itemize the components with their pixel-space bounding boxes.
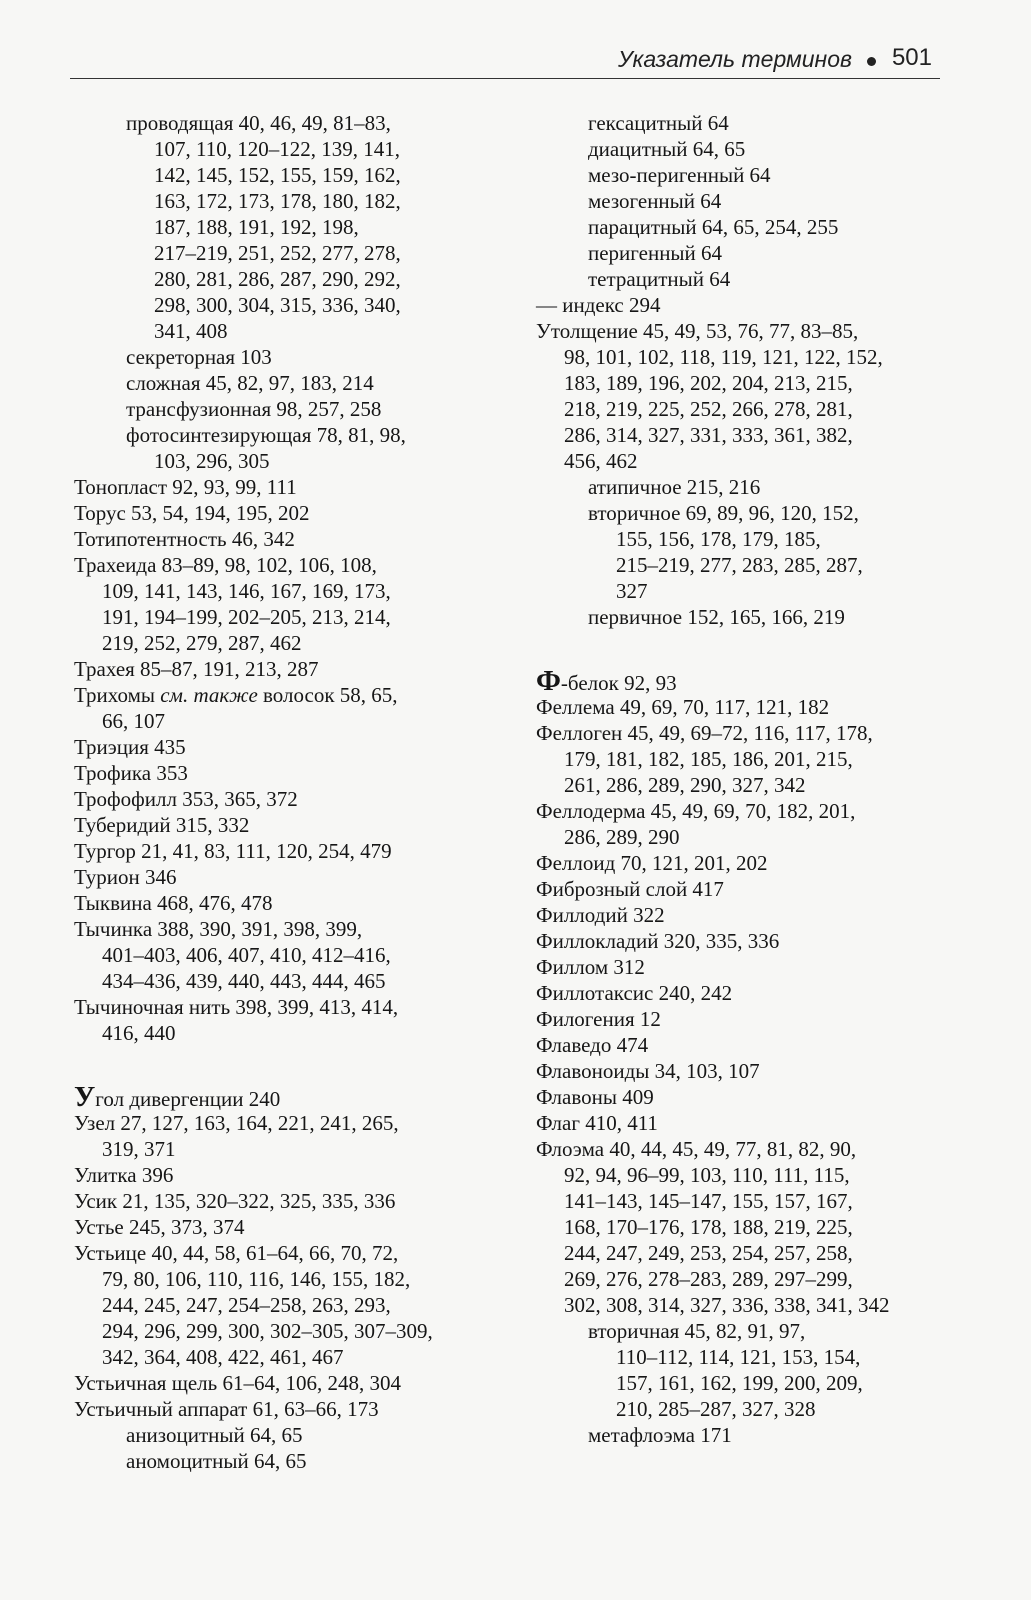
index-entry: Флоэма 40, 44, 45, 49, 77, 81, 82, 90, — [536, 1137, 857, 1161]
index-entry: Филлотаксис 240, 242 — [536, 981, 733, 1005]
index-entry: 219, 252, 279, 287, 462 — [102, 631, 302, 655]
cross-reference: см. также — [160, 683, 258, 707]
index-entry: Феллема 49, 69, 70, 117, 121, 182 — [536, 695, 830, 719]
index-entry — [536, 665, 946, 697]
index-entry: 92, 94, 96–99, 103, 110, 111, 115, — [564, 1163, 850, 1187]
entry-text: -белок 92, 93 — [560, 671, 677, 695]
index-entry: 191, 194–199, 202–205, 213, 214, — [102, 605, 391, 629]
index-entry: 286, 314, 327, 331, 333, 361, 382, — [564, 423, 853, 447]
index-entry: 456, 462 — [564, 449, 638, 473]
index-entry: Узел 27, 127, 163, 164, 221, 241, 265, — [74, 1111, 399, 1135]
index-entry: 294, 296, 299, 300, 302–305, 307–309, — [102, 1319, 433, 1343]
index-entry: Устьице 40, 44, 58, 61–64, 66, 70, 72, — [74, 1241, 399, 1265]
index-entry: фотосинтезирующая 78, 81, 98, — [126, 423, 406, 447]
index-entry: 244, 247, 249, 253, 254, 257, 258, — [564, 1241, 853, 1265]
index-entry: Филлом 312 — [536, 955, 645, 979]
index-entry: диацитный 64, 65 — [588, 137, 746, 161]
index-entry: Филогения 12 — [536, 1007, 661, 1031]
running-header — [70, 38, 940, 79]
index-entry: Флавоны 409 — [536, 1085, 654, 1109]
index-entry: 302, 308, 314, 327, 336, 338, 341, 342 — [564, 1293, 890, 1317]
index-entry: Трахеида 83–89, 98, 102, 106, 108, — [74, 553, 377, 577]
index-entry: 217–219, 251, 252, 277, 278, — [154, 241, 401, 265]
index-entry: 142, 145, 152, 155, 159, 162, — [154, 163, 401, 187]
index-entry: 286, 289, 290 — [564, 825, 680, 849]
index-entry: 163, 172, 173, 178, 180, 182, — [154, 189, 401, 213]
index-entry: Улитка 396 — [74, 1163, 174, 1187]
index-entry: мезогенный 64 — [588, 189, 722, 213]
index-entry: Трахея 85–87, 191, 213, 287 — [74, 657, 319, 681]
index-entry: Туберидий 315, 332 — [74, 813, 250, 837]
index-entry: атипичное 215, 216 — [588, 475, 761, 499]
index-entry: Триэция 435 — [74, 735, 186, 759]
index-entry: Флаг 410, 411 — [536, 1111, 658, 1135]
index-entry: Утолщение 45, 49, 53, 76, 77, 83–85, — [536, 319, 859, 343]
index-entry: 269, 276, 278–283, 289, 297–299, — [564, 1267, 853, 1291]
index-entry: 179, 181, 182, 185, 186, 201, 215, — [564, 747, 853, 771]
entry-text: гол дивергенции 240 — [95, 1087, 281, 1111]
index-entry: первичное 152, 165, 166, 219 — [588, 605, 845, 629]
index-entry: Тотипотентность 46, 342 — [74, 527, 295, 551]
header-title: Указатель терминов — [618, 46, 852, 72]
index-entry: 416, 440 — [102, 1021, 176, 1045]
index-entry: гексацитный 64 — [588, 111, 729, 135]
index-entry: 434–436, 439, 440, 443, 444, 465 — [102, 969, 386, 993]
index-entry: 215–219, 277, 283, 285, 287, — [616, 553, 863, 577]
index-entry: перигенный 64 — [588, 241, 723, 265]
index-entry: Устьичная щель 61–64, 106, 248, 304 — [74, 1371, 401, 1395]
index-entry: тетрацитный 64 — [588, 267, 731, 291]
index-entry: Фиброзный слой 417 — [536, 877, 724, 901]
index-entry: Тычиночная нить 398, 399, 413, 414, — [74, 995, 399, 1019]
index-entry: 103, 296, 305 — [154, 449, 270, 473]
index-entry: анизоцитный 64, 65 — [126, 1423, 303, 1447]
index-entry: 141–143, 145–147, 155, 157, 167, — [564, 1189, 853, 1213]
index-entry: аномоцитный 64, 65 — [126, 1449, 307, 1473]
index-entry: Трофофилл 353, 365, 372 — [74, 787, 298, 811]
index-entry: Устьичный аппарат 61, 63–66, 173 — [74, 1397, 379, 1421]
section-gap — [74, 1046, 494, 1084]
section-gap — [536, 630, 946, 668]
index-entry: Феллоид 70, 121, 201, 202 — [536, 851, 768, 875]
index-entry: 157, 161, 162, 199, 200, 209, — [616, 1371, 863, 1395]
index-entry: сложная 45, 82, 97, 183, 214 — [126, 371, 374, 395]
index-entry: — индекс 294 — [536, 293, 661, 317]
index-entry: 327 — [616, 579, 648, 603]
index-entry: Устье 245, 373, 374 — [74, 1215, 245, 1239]
index-entry: 342, 364, 408, 422, 461, 467 — [102, 1345, 344, 1369]
index-entry: Трофика 353 — [74, 761, 188, 785]
index-entry: 298, 300, 304, 315, 336, 340, — [154, 293, 401, 317]
section-letter: Ф — [536, 665, 561, 697]
index-entry: Феллоген 45, 49, 69–72, 116, 117, 178, — [536, 721, 873, 745]
index-entry: 155, 156, 178, 179, 185, — [616, 527, 821, 551]
index-entry: 244, 245, 247, 254–258, 263, 293, — [102, 1293, 391, 1317]
index-entry — [74, 1081, 494, 1113]
index-entry: Филлодий 322 — [536, 903, 665, 927]
index-entry: 187, 188, 191, 192, 198, — [154, 215, 359, 239]
index-entry: 168, 170–176, 178, 188, 219, 225, — [564, 1215, 853, 1239]
index-entry: парацитный 64, 65, 254, 255 — [588, 215, 839, 239]
index-column-right — [536, 110, 946, 1448]
index-entry: 79, 80, 106, 110, 116, 146, 155, 182, — [102, 1267, 411, 1291]
index-entry: вторичная 45, 82, 91, 97, — [588, 1319, 806, 1343]
index-entry: Филлокладий 320, 335, 336 — [536, 929, 780, 953]
index-entry: метафлоэма 171 — [588, 1423, 732, 1447]
index-entry: Феллодерма 45, 49, 69, 70, 182, 201, — [536, 799, 856, 823]
index-entry: 98, 101, 102, 118, 119, 121, 122, 152, — [564, 345, 883, 369]
index-entry: Усик 21, 135, 320–322, 325, 335, 336 — [74, 1189, 396, 1213]
index-column-left — [74, 110, 494, 1474]
index-entry: 218, 219, 225, 252, 266, 278, 281, — [564, 397, 853, 421]
index-entry: трансфузионная 98, 257, 258 — [126, 397, 382, 421]
index-entry: мезо-перигенный 64 — [588, 163, 771, 187]
section-letter: У — [74, 1081, 96, 1113]
index-entry: проводящая 40, 46, 49, 81–83, — [126, 111, 391, 135]
bullet-icon — [867, 57, 876, 66]
index-entry: 109, 141, 143, 146, 167, 169, 173, — [102, 579, 391, 603]
index-entry: Тургор 21, 41, 83, 111, 120, 254, 479 — [74, 839, 392, 863]
index-entry: 319, 371 — [102, 1137, 176, 1161]
index-entry: 110–112, 114, 121, 153, 154, — [616, 1345, 861, 1369]
index-entry: Турион 346 — [74, 865, 177, 889]
index-entry: вторичное 69, 89, 96, 120, 152, — [588, 501, 859, 525]
index-entry: Тонопласт 92, 93, 99, 111 — [74, 475, 297, 499]
index-entry: Флаведо 474 — [536, 1033, 649, 1057]
entry-text: Трихомы — [74, 683, 161, 707]
index-entry: 210, 285–287, 327, 328 — [616, 1397, 816, 1421]
index-entry: Тыквина 468, 476, 478 — [74, 891, 273, 915]
index-entry: 183, 189, 196, 202, 204, 213, 215, — [564, 371, 853, 395]
index-entry: секреторная 103 — [126, 345, 272, 369]
entry-text: волосок 58, 65, — [257, 683, 398, 707]
index-entry: Флавоноиды 34, 103, 107 — [536, 1059, 760, 1083]
index-entry: 280, 281, 286, 287, 290, 292, — [154, 267, 401, 291]
index-entry: 107, 110, 120–122, 139, 141, — [154, 137, 400, 161]
index-entry: 401–403, 406, 407, 410, 412–416, — [102, 943, 391, 967]
page-number: 501 — [891, 44, 932, 71]
index-entry: Торус 53, 54, 194, 195, 202 — [74, 501, 310, 525]
index-entry — [74, 682, 494, 708]
index-entry: Тычинка 388, 390, 391, 398, 399, — [74, 917, 363, 941]
index-entry: 341, 408 — [154, 319, 228, 343]
index-entry: 261, 286, 289, 290, 327, 342 — [564, 773, 806, 797]
index-entry: 66, 107 — [102, 709, 165, 733]
